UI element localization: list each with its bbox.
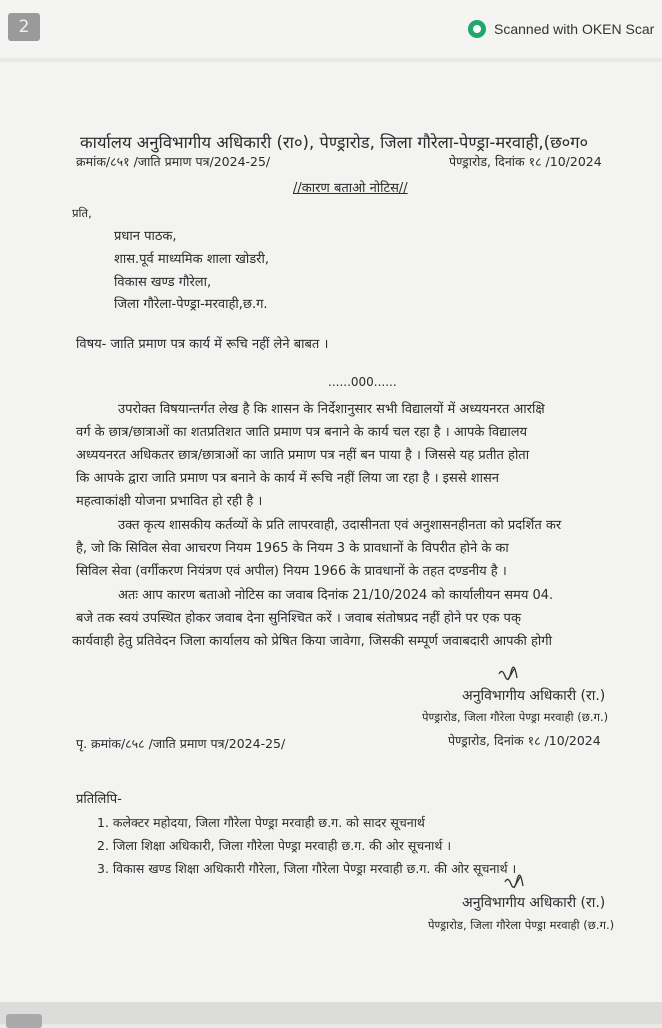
body-line: बजे तक स्वयं उपस्थित होकर जवाब देना सुनिश्चित करें । जवाब संतोषप्रद नहीं होने पर एक पक् [76,611,521,626]
reference-number: क्रमांक/८५१ /जाति प्रमाण पत्र/2024-25/ [76,154,271,169]
body-line: कि आपके द्वारा जाति प्रमाण पत्र बनाने के कार्य में रूचि नहीं लिया जा रहा है । इससे शासन [76,471,499,486]
endorsement-date: पेण्ड्रारोड, दिनांक १८ /10/2024 [448,733,601,748]
copy-recipient: 1. कलेक्टर महोदया, जिला गौरेला पेण्ड्रा मरवाही छ.ग. को सादर सूचनार्थ [97,815,425,830]
subject-line: विषय- जाति प्रमाण पत्र कार्य में रूचि नहीं लेने बाबत । [76,337,329,352]
signatory-place: पेण्ड्रारोड, जिला गौरेला पेण्ड्रा मरवाही (छ.ग.) [422,710,609,724]
address-line: प्रधान पाठक, [114,229,177,244]
scanner-label: Scanned with OKEN Scar [494,21,655,37]
signatory-title: अनुविभागीय अधिकारी (रा.) [462,895,606,911]
endorsement-reference: पृ. क्रमांक/८५८ /जाति प्रमाण पत्र/2024-25/ [76,736,286,751]
officer-signature-icon [502,874,530,894]
copy-recipient: 2. जिला शिक्षा अधिकारी, जिला गौरेला पेण्ड्रा मरवाही छ.ग. की ओर सूचनार्थ । [97,838,452,853]
oken-logo-icon [468,20,486,38]
body-line: वर्ग के छात्र/छात्राओं का शतप्रतिशत जाति प्रमाण पत्र बनाने के कार्य चल रहा है । आपके विद्यालय [76,425,528,440]
signatory-title: अनुविभागीय अधिकारी (रा.) [462,688,606,704]
viewer-bottom-strip [0,1002,662,1024]
body-line: है, जो कि सिविल सेवा आचरण नियम 1965 के नियम 3 के प्रावधानों के विपरीत होने के का [76,541,509,556]
body-line: अध्ययनरत अधिकतर छात्र/छात्राओं का जाति प्रमाण पत्र नहीं बन पाया है । जिससे यह प्रतीत होता [76,448,530,463]
letter-date: पेण्ड्रारोड, दिनांक १८ /10/2024 [449,154,602,169]
signatory-place: पेण्ड्रारोड, जिला गौरेला पेण्ड्रा मरवाही (छ.ग.) [428,918,615,932]
next-page-tab[interactable] [6,1014,42,1028]
address-line: जिला गौरेला-पेण्ड्रा-मरवाही,छ.ग. [114,297,268,312]
notice-title: //कारण बताओ नोटिस// [293,181,408,196]
address-line: शास.पूर्व माध्यमिक शाला खोडरी, [114,252,269,267]
body-line: कार्यवाही हेतु प्रतिवेदन जिला कार्यालय को प्रेषित किया जावेगा, जिसकी सम्पूर्ण जवाबदारी आपकी होगी [72,634,552,649]
section-separator: ......000...... [328,375,397,389]
body-line: अतः आप कारण बताओ नोटिस का जवाब दिनांक 21/10/2024 को कार्यालीयन समय 04. [118,588,554,603]
body-line: महत्वाकांक्षी योजना प्रभावित हो रही है । [76,494,263,509]
scanner-watermark [468,20,654,38]
officer-signature-icon [496,666,526,688]
copy-recipient: 3. विकास खण्ड शिक्षा अधिकारी गौरेला, जिला गौरेला पेण्ड्रा मरवाही छ.ग. की ओर सूचनार्थ । [97,861,517,876]
addressee-prefix: प्रति, [72,206,92,220]
body-line: उक्त कृत्य शासकीय कर्तव्यों के प्रति लापरवाही, उदासीनता एवं अनुशासनहीनता को प्रदर्शित कर [118,518,562,533]
body-line: सिविल सेवा (वर्गीकरण नियंत्रण एवं अपील) नियम 1966 के प्रावधानों के तहत दण्डनीय है । [76,564,507,579]
body-line: उपरोक्त विषयान्तर्गत लेख है कि शासन के निर्देशानुसार सभी विद्यालयों में अध्ययनरत आरक्षि [118,402,545,417]
scanned-letter-page [0,62,662,1002]
address-line: विकास खण्ड गौरेला, [114,275,212,290]
office-heading: कार्यालय अनुविभागीय अधिकारी (रा०), पेण्ड्रारोड, जिला गौरेला-पेण्ड्रा-मरवाही,(छ०ग० [80,133,589,152]
page-number-badge[interactable]: 2 [8,13,40,41]
copy-heading: प्रतिलिपि- [76,792,122,807]
